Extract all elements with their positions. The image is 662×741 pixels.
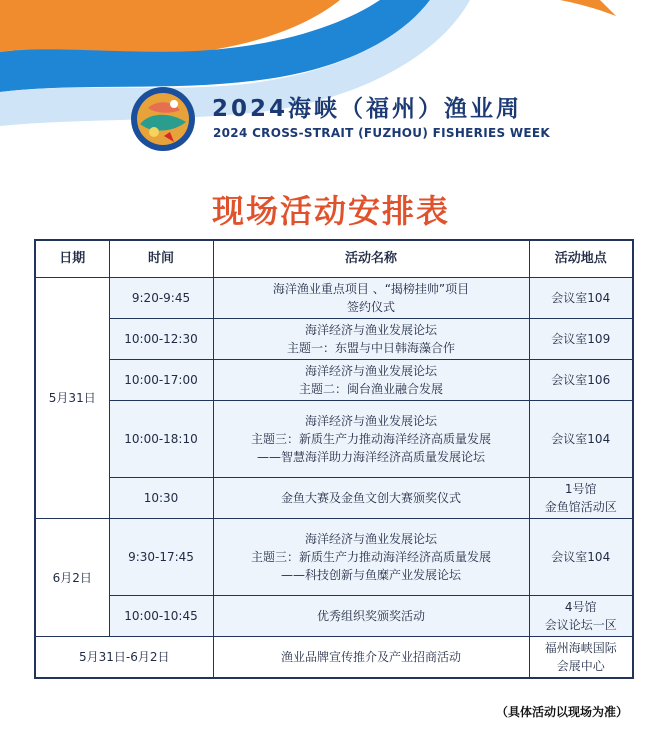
table-row bbox=[35, 596, 633, 637]
table-row bbox=[35, 478, 633, 519]
venue-cell bbox=[529, 401, 633, 478]
activity-line: ——智慧海洋助力海洋经济高质量发展论坛 bbox=[256, 450, 485, 464]
date-cell: 6月2日 bbox=[35, 519, 109, 637]
time-cell: 10:00-12:30 bbox=[109, 319, 213, 360]
activity-cell bbox=[213, 478, 529, 519]
header-time: 时间 bbox=[109, 240, 213, 278]
venue-cell bbox=[529, 319, 633, 360]
venue-line: 会议室106 bbox=[551, 373, 611, 387]
table-row bbox=[35, 519, 633, 596]
venue-line: 会议室104 bbox=[551, 432, 611, 446]
time-cell: 9:30-17:45 bbox=[109, 519, 213, 596]
venue-cell bbox=[529, 478, 633, 519]
table-row bbox=[35, 637, 633, 679]
venue-line: 会议室104 bbox=[551, 550, 611, 564]
date-range-cell: 5月31日-6月2日 bbox=[35, 637, 213, 679]
activity-cell bbox=[213, 637, 529, 679]
table-row bbox=[35, 319, 633, 360]
time-cell: 10:00-17:00 bbox=[109, 360, 213, 401]
activity-line: 金鱼大赛及金鱼文创大赛颁奖仪式 bbox=[280, 491, 461, 505]
time-cell: 10:00-10:45 bbox=[109, 596, 213, 637]
venue-line: 1号馆 bbox=[564, 482, 597, 496]
activity-line: 签约仪式 bbox=[346, 300, 395, 314]
activity-line: 渔业品牌宣传推介及产业招商活动 bbox=[280, 650, 461, 664]
activity-line: 主题三：新质生产力推动海洋经济高质量发展 bbox=[250, 550, 491, 564]
venue-line: 会展中心 bbox=[556, 659, 605, 673]
event-title-en: 2024 CROSS-STRAIT (FUZHOU) FISHERIES WEEK bbox=[213, 126, 551, 140]
activity-cell bbox=[213, 401, 529, 478]
activity-line: 优秀组织奖颁奖活动 bbox=[316, 609, 425, 623]
activity-line: 主题一：东盟与中日韩海藻合作 bbox=[286, 341, 455, 355]
activity-cell bbox=[213, 596, 529, 637]
venue-line: 福州海峡国际 bbox=[544, 641, 617, 655]
venue-line: 金鱼馆活动区 bbox=[544, 500, 617, 514]
venue-cell bbox=[529, 278, 633, 319]
page-title: 现场活动安排表 bbox=[211, 192, 450, 230]
activity-line: 主题二：闽台渔业融合发展 bbox=[298, 382, 443, 396]
venue-cell bbox=[529, 519, 633, 596]
header-activity: 活动名称 bbox=[213, 240, 529, 278]
activity-line: 海洋经济与渔业发展论坛 bbox=[304, 532, 437, 546]
header-date: 日期 bbox=[35, 240, 109, 278]
event-header bbox=[130, 86, 590, 152]
activity-line: 主题三：新质生产力推动海洋经济高质量发展 bbox=[250, 432, 491, 446]
activity-line: 海洋经济与渔业发展论坛 bbox=[304, 414, 437, 428]
table-row bbox=[35, 360, 633, 401]
blue-wave-right bbox=[600, 0, 662, 60]
table-header-row bbox=[35, 240, 633, 278]
header-venue: 活动地点 bbox=[529, 240, 633, 278]
date-cell: 5月31日 bbox=[35, 278, 109, 519]
activity-cell bbox=[213, 360, 529, 401]
time-cell: 10:30 bbox=[109, 478, 213, 519]
activity-line: 海洋经济与渔业发展论坛 bbox=[304, 364, 437, 378]
venue-cell bbox=[529, 637, 633, 679]
activity-cell bbox=[213, 278, 529, 319]
venue-line: 会议室104 bbox=[551, 291, 611, 305]
schedule-table bbox=[34, 239, 634, 679]
time-cell: 10:00-18:10 bbox=[109, 401, 213, 478]
table-row bbox=[35, 278, 633, 319]
activity-cell bbox=[213, 319, 529, 360]
activity-cell bbox=[213, 519, 529, 596]
venue-line: 4号馆 bbox=[564, 600, 597, 614]
fisheries-week-logo-icon bbox=[130, 86, 196, 152]
table-row bbox=[35, 401, 633, 478]
event-title-cn: 2024海峡（福州）渔业周 bbox=[212, 96, 523, 122]
activity-line: ——科技创新与鱼糜产业发展论坛 bbox=[280, 568, 461, 582]
activity-line: 海洋渔业重点项目 、“揭榜挂帅”项目 bbox=[272, 282, 470, 296]
footnote: （具体活动以现场为准） bbox=[495, 705, 628, 719]
venue-line: 会议论坛一区 bbox=[544, 618, 617, 632]
venue-line: 会议室109 bbox=[551, 332, 611, 346]
activity-line: 海洋经济与渔业发展论坛 bbox=[304, 323, 437, 337]
venue-cell bbox=[529, 360, 633, 401]
venue-cell bbox=[529, 596, 633, 637]
time-cell: 9:20-9:45 bbox=[109, 278, 213, 319]
